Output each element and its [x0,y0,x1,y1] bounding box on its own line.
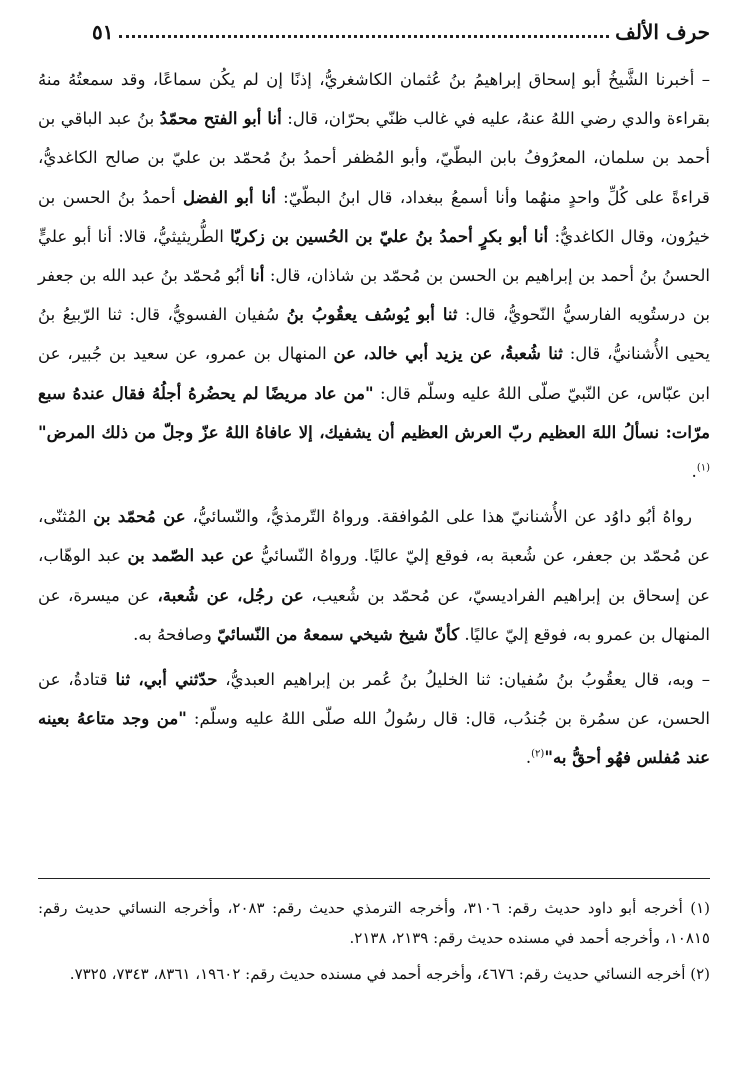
text-run: أبُو مُحمّد بنُ عبد الله بن جعفر بن درستُويه الفارسيُّ النّحويُّ، قال: [38,266,711,325]
header-leader-dots [119,34,609,38]
bold-text-run: كأنّ شيخ شيخي سمعهُ من النّسائيّ [217,623,460,644]
text-run: – أخبرنا الشَّيخُ أبو إسحاق إبراهيمُ بنُ عُثمان الكاشغريُّ، إذنًا إن لم يكُن سماعًا، وقد سمعتُهُ منهُ بقراءة والدي رضي اللهُ عنهُ، عليه في غالب ظنّي بحرّان، قال: [38,70,710,129]
bold-text-run: عن رجُل، عن شُعبة، [157,584,304,605]
footnote-2: (٢) أخرجه النسائي حديث رقم: ٤٦٧٦، وأخرجه أحمد في مسنده حديث رقم: ١٩٦٠٢، ٨٣٦١، ٧٣٤٣، ٧٣٢٥. [69,965,710,983]
text-run: . [525,748,532,768]
main-text [38,60,710,778]
hadith-quote: "من عاد مريضًا لم يحضُرهُ أجلُهُ فقال عندهُ سبع مرّات: نسألُ اللهَ العظيم ربّ العرش العظيم أن يشفيك، إلا عافاهُ اللهُ عزّ وجلّ من ذلك المرض" [38,382,710,442]
text-run: – وبه، قال يعقُوبُ بنُ سُفيان: ثنا الخليلُ بنُ عُمر بن إبراهيم العبديُّ، [217,670,710,690]
text-run: عن ميسرة، عن المنهال بن عمرو به، فوقع إليّ عاليًا. [38,585,710,644]
text-run: سُفيان الفسويُّ، قال: ثنا الرّبيعُ بنُ يحيى الأُشنانيُّ، قال: [38,305,710,364]
hadith-paragraph-2 [38,660,710,778]
commentary-paragraph [38,497,710,654]
running-header [92,10,710,44]
text-run: قتادةُ، عن الحسن، عن سمُرة بن جُندُب، قال: قال رسُولُ الله صلّى اللهُ عليه وسلّم: [38,670,710,729]
chapter-title: حرف الألف [615,20,710,44]
text-run: أحمدُ بنُ الحسن بن خيرُون، وقال الكاغديُّ: [38,187,710,246]
hadith-paragraph-1 [38,60,710,491]
page-number: ٥١ [92,20,114,44]
footnote-divider [38,878,710,879]
text-run: رواهُ أبُو داوُد عن الأُشنانيّ هذا على المُوافقة. ورواهُ التّرمذيُّ، والنّسائيُّ، [185,507,692,527]
text-run: . [691,462,697,482]
footnote-ref-1[interactable]: (١) [696,462,710,474]
text-run: الطُّريثيثيُّ، قالا: أنا أبو عليٍّ الحسنُ بنُ أحمد بن إبراهيم بن الحسن بن مُحمّد بن شاذان، قال: [38,226,710,286]
bold-text-run: حدّثني أبي، ثنا [115,669,218,690]
bold-text-run: ثنا أبو يُوسُف يعقُوبُ بنُ [286,304,458,325]
text-run: وصافحهُ به. [133,624,218,644]
footnotes [38,893,710,995]
bold-text-run: أنا [250,265,265,286]
text-run: المنهال بن عمرو، عن سعيد بن جُبير، عن ابن عبّاس، عن النّبيّ صلّى اللهُ عليه وسلّم قال: [38,344,711,403]
bold-text-run: عن عبد الصّمد بن [127,545,255,566]
text-run: المُثنّى، عن مُحمّد بن جعفر، عن شُعبة به، فوقع إليّ عاليًا. ورواهُ النّسائيُّ [38,507,710,566]
text-run: بنُ عبد الباقي بن أحمد بن سلمان، المعرُوفُ بابن البطّيّ، وأبو المُظفر أحمدُ بنُ مُحمّد بن عليّ بن صالح الكاغديُّ، قراءةً على كُلِّ واحدٍ منهُما وأنا أسمعُ ببغداد، قال ابنُ البطّيّ: [38,109,710,207]
bold-text-run: ثنا شُعبةُ، عن يزيد أبي خالد، عن [333,343,563,364]
bold-text-run: أنا أبو الفضل [182,186,276,207]
bold-text-run: عن مُحمّد بن [93,506,186,527]
text-run: عبد الوهّاب، عن إسحاق بن إبراهيم الفراديسيّ، عن مُحمّد بن شُعيب، [38,546,710,605]
footnote-1: (١) أخرجه أبو داود حديث رقم: ٣١٠٦، وأخرجه الترمذي حديث رقم: ٢٠٨٣، وأخرجه النسائي حديث رقم: ١٠٨١٥، وأخرجه أحمد في مسنده حديث رقم: ٢١٣٩، ٢١٣٨. [38,899,710,947]
footnote-ref-2[interactable]: (٢) [531,748,545,760]
bold-text-run: أنا أبو الفتح محمّدُ [159,108,282,129]
bold-text-run: أنا أبو بكرٍ أحمدُ بنُ عليّ بن الحُسين بن زكريّا [230,225,549,246]
hadith-quote: "من وجد متاعهُ بعينه عند مُفلس فهُو أحقُّ به" [38,708,710,768]
